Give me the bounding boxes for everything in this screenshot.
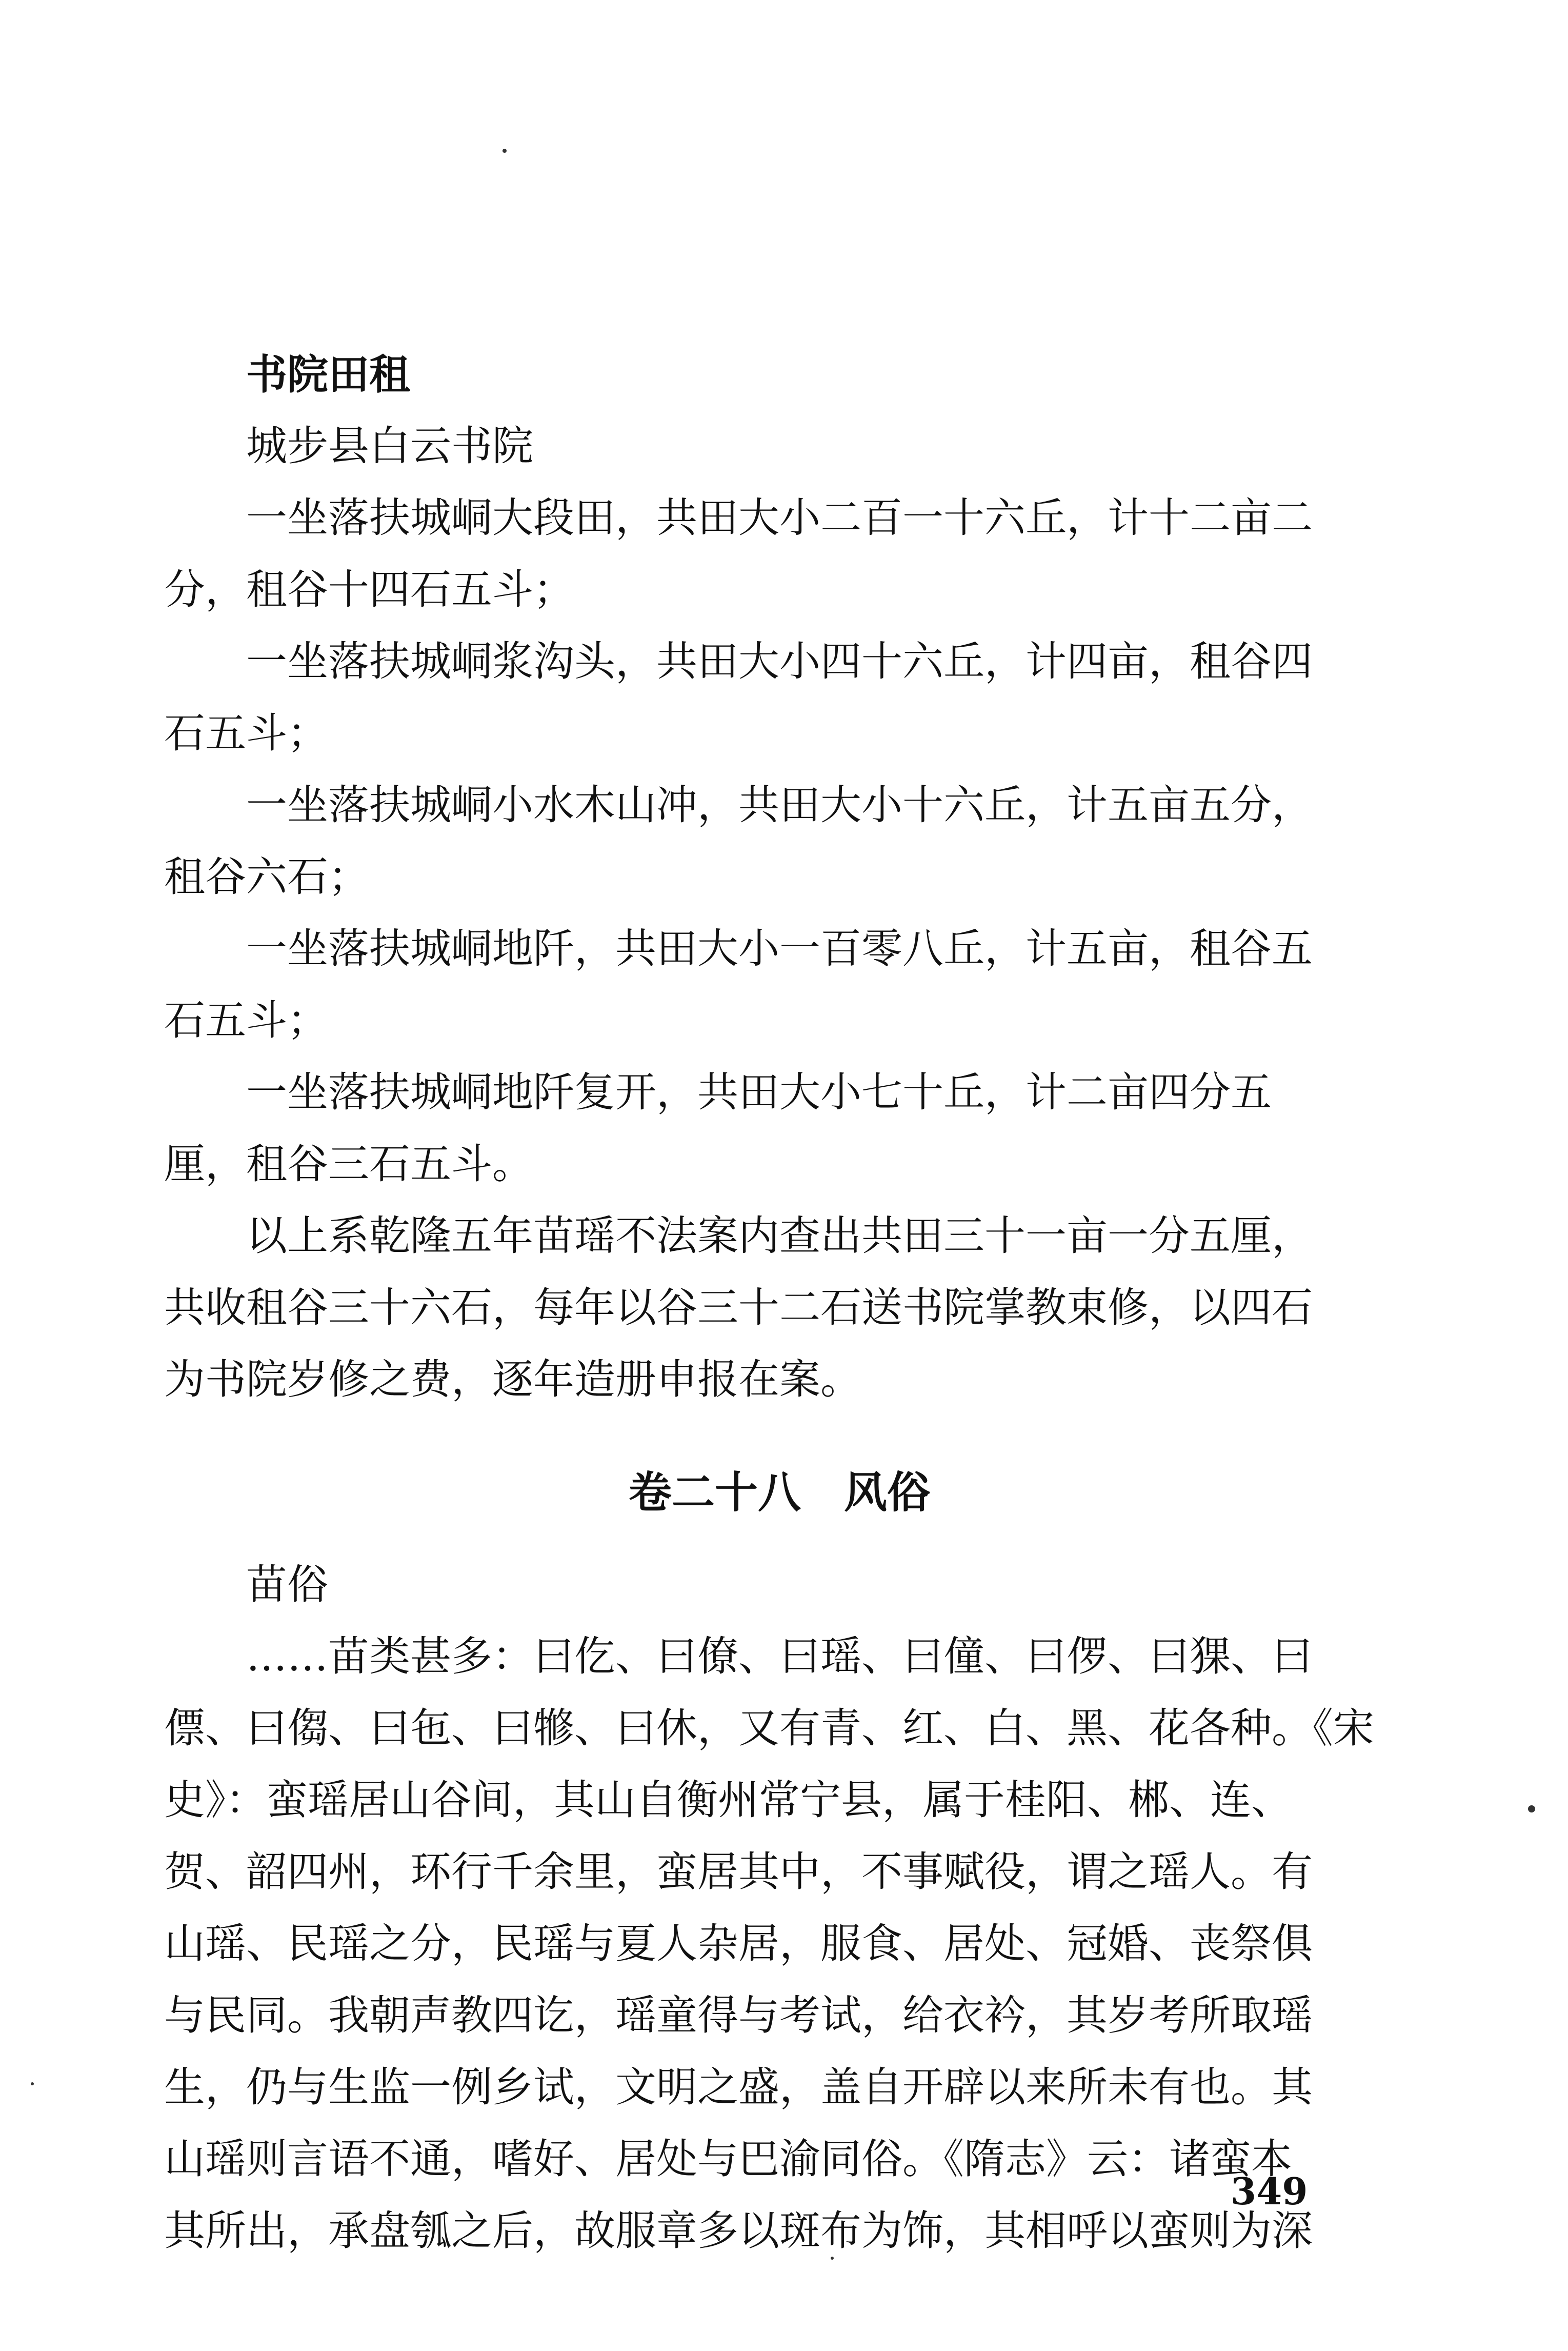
- text-line: 生，仍与生监一例乡试，文明之盛，盖自开辟以来所未有也。其: [164, 2063, 1313, 2111]
- text-line: 以上系乾隆五年苗瑶不法案内查出共田三十一亩一分五厘，: [246, 1212, 1313, 1260]
- scan-speck: [1528, 1805, 1535, 1812]
- text-line: 共收租谷三十六石，每年以谷三十二石送书院掌教束修，以四石: [164, 1284, 1313, 1331]
- text-line: 与民同。我朝声教四讫，瑶童得与考试，给衣衿，其岁考所取瑶: [164, 1991, 1313, 2039]
- scan-speck: [31, 2082, 34, 2085]
- text-line: 石五斗；: [164, 997, 328, 1044]
- text-line: 分，租谷十四石五斗；: [164, 566, 574, 613]
- text-line: 其所出，承盘瓠之后，故服章多以斑布为饰，其相呼以蛮则为深: [164, 2207, 1313, 2255]
- text-line: 史》：蛮瑶居山谷间，其山自衡州常宁县，属于桂阳、郴、连、: [164, 1776, 1292, 1824]
- text-line: 租谷六石；: [164, 853, 369, 901]
- text-line: 山瑶则言语不通，嗜好、居处与巴渝同俗。《隋志》云：诸蛮本: [164, 2135, 1292, 2183]
- page-number: 349: [1231, 2169, 1308, 2213]
- text-line: 一坐落扶城峒大段田，共田大小二百一十六丘，计十二亩二: [246, 494, 1313, 542]
- chapter-title: 卷二十八 风俗: [628, 1467, 930, 1518]
- text-line: 一坐落扶城峒浆沟头，共田大小四十六丘，计四亩，租谷四: [246, 637, 1313, 685]
- text-line: 为书院岁修之费，逐年造册申报在案。: [164, 1356, 861, 1403]
- text-line: 山瑶、民瑶之分，民瑶与夏人杂居，服食、居处、冠婚、丧祭俱: [164, 1920, 1313, 1967]
- section-heading-customs: 苗俗: [246, 1561, 328, 1608]
- page-body: [164, 338, 1395, 2267]
- section-heading-rent: 书院田租: [246, 350, 410, 399]
- academy-name: 城步县白云书院: [246, 422, 533, 470]
- text-line: 一坐落扶城峒地阡，共田大小一百零八丘，计五亩，租谷五: [246, 925, 1313, 972]
- scan-speck: [502, 149, 507, 153]
- text-line: 石五斗；: [164, 709, 328, 757]
- text-line: 贺、韶四州，环行千余里，蛮居其中，不事赋役，谓之瑶人。有: [164, 1848, 1313, 1896]
- text-line: 一坐落扶城峒地阡复开，共田大小七十丘，计二亩四分五: [246, 1068, 1272, 1116]
- scan-speck: [831, 2257, 834, 2260]
- text-line: 一坐落扶城峒小水木山冲，共田大小十六丘，计五亩五分，: [246, 781, 1313, 829]
- text-line: ……苗类甚多：曰仡、曰僚、曰瑶、曰僮、曰㑩、曰猓、曰: [246, 1632, 1313, 1680]
- text-line: 僄、曰㑳、曰㐌、曰㹋、曰休，又有青、红、白、黑、花各种。《宋: [164, 1704, 1374, 1752]
- text-line: 厘，租谷三石五斗。: [164, 1140, 533, 1188]
